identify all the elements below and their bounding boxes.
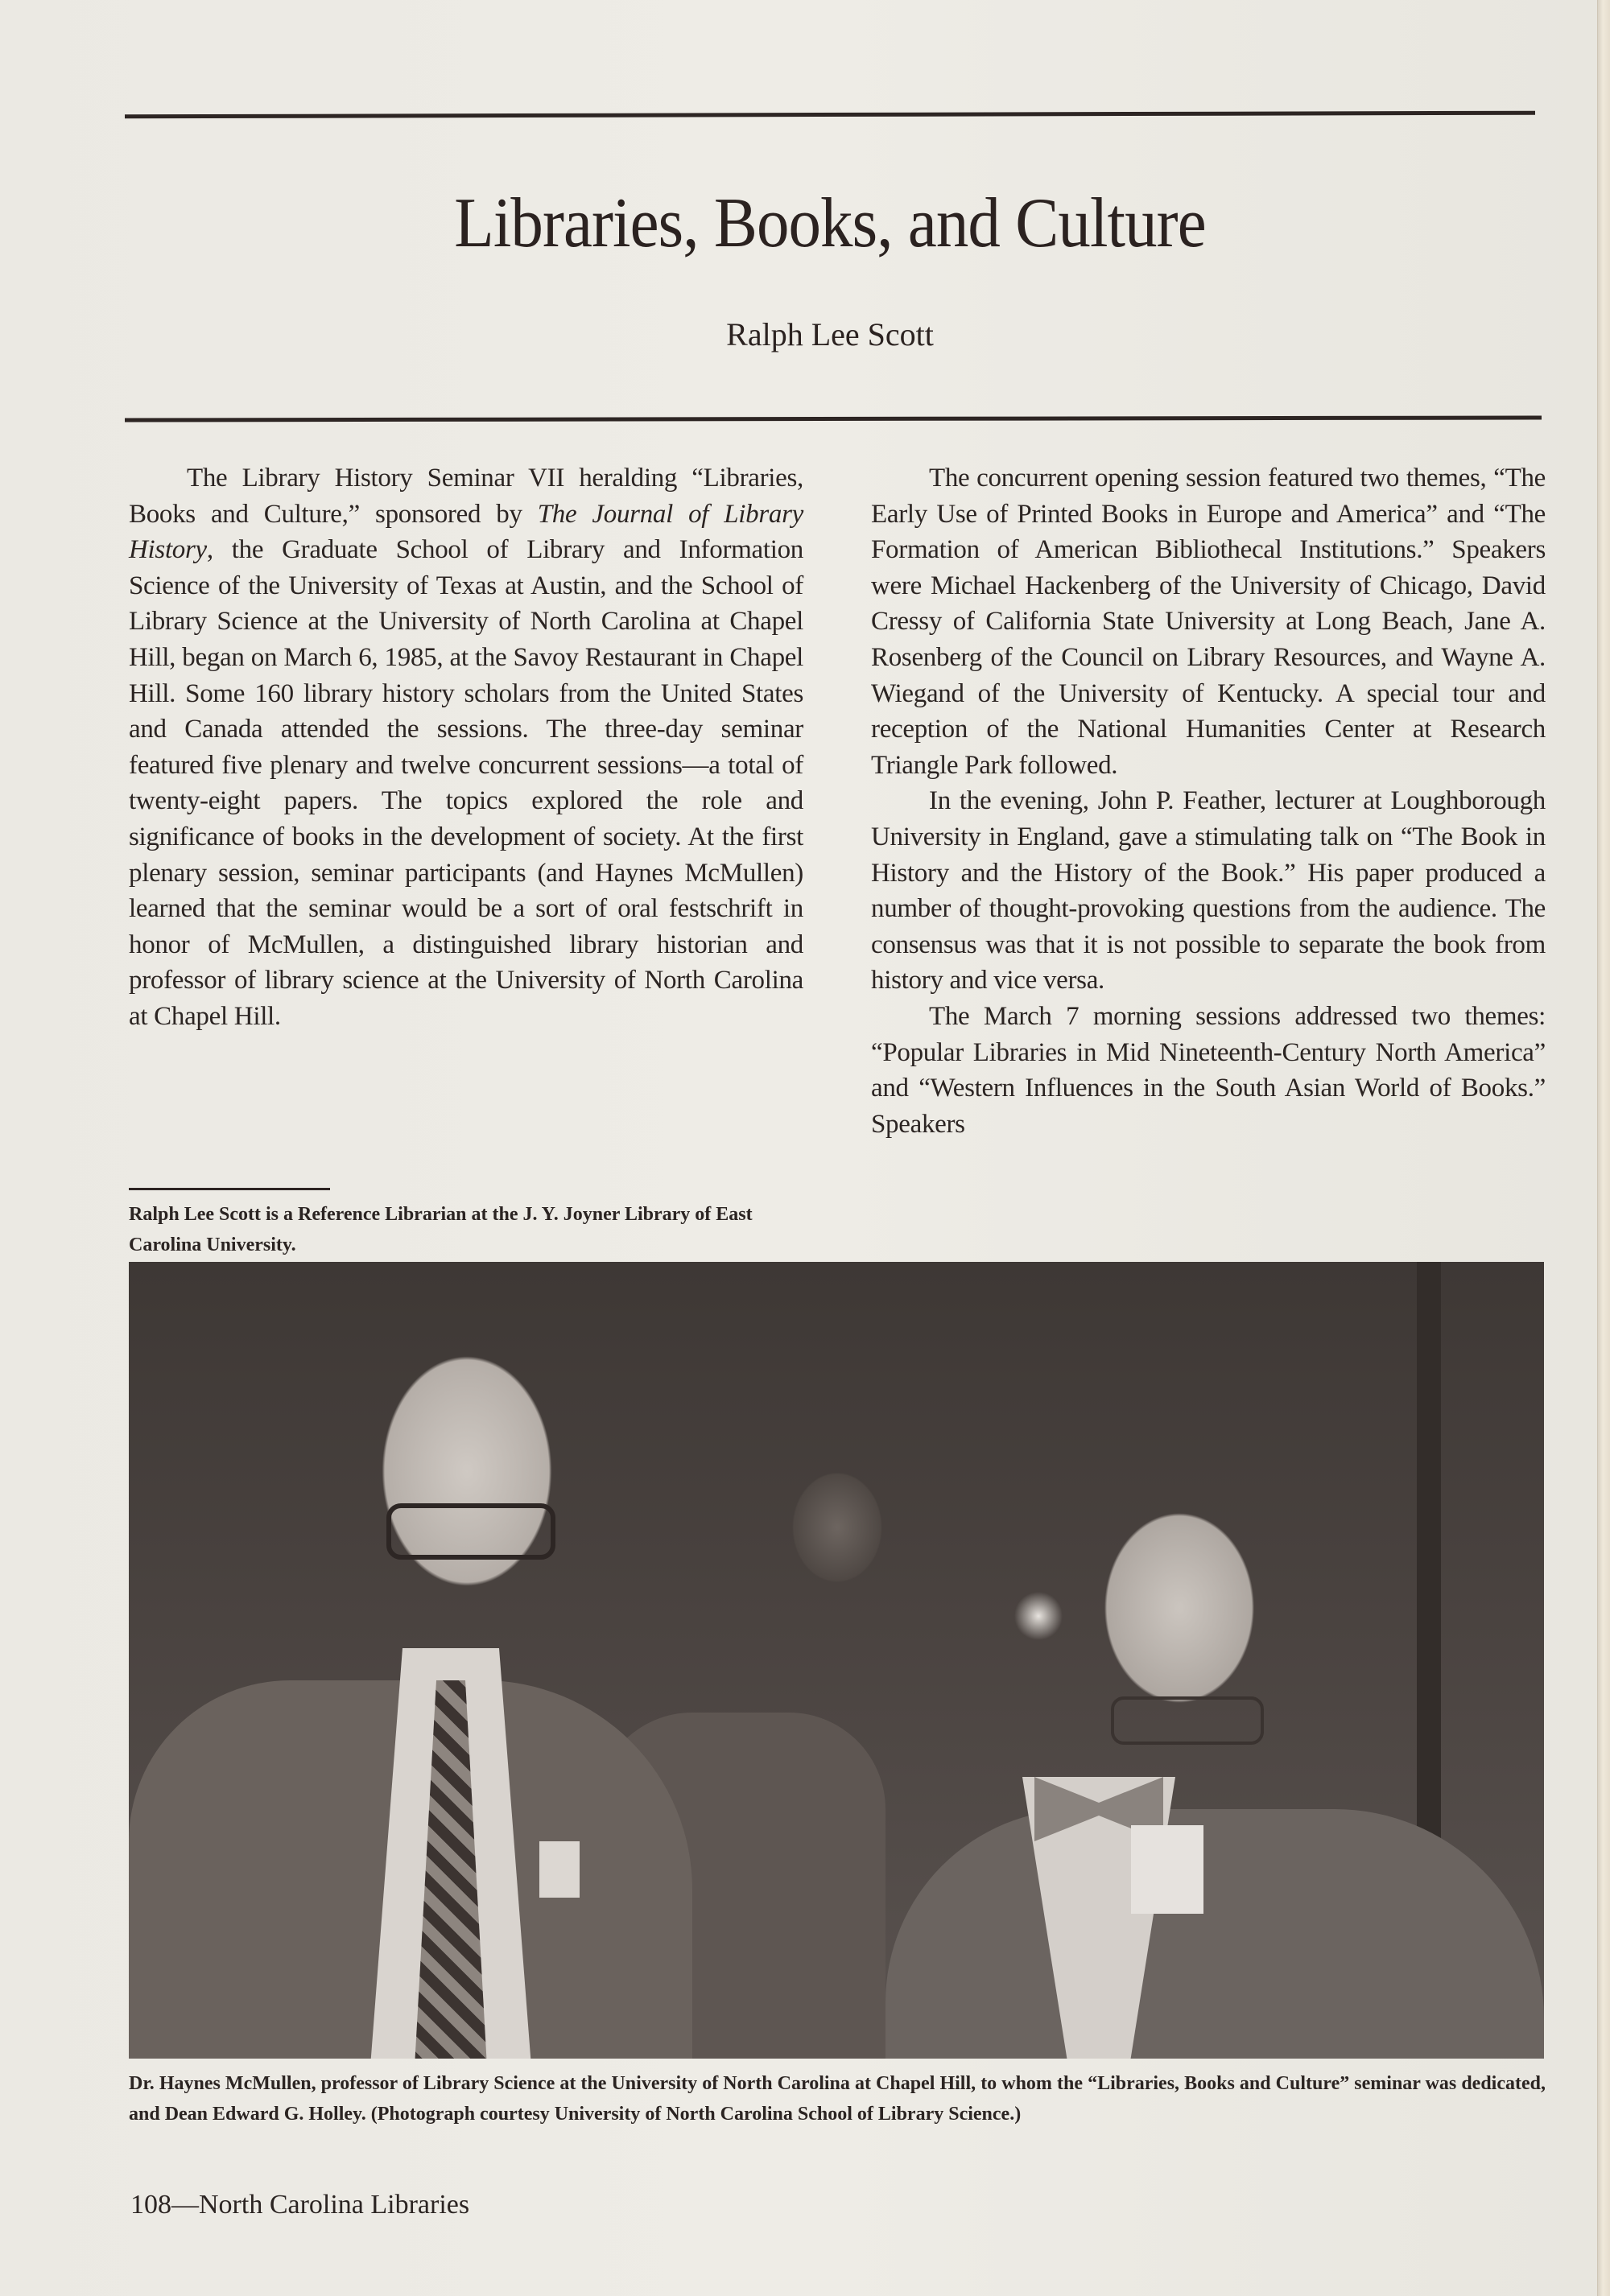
left-column bbox=[129, 460, 803, 1035]
paragraph-text: The Library History Seminar VII heralding “Libraries, Books and Culture,” sponsored by bbox=[129, 464, 803, 529]
author-byline: Ralph Lee Scott bbox=[726, 316, 934, 352]
page-edge bbox=[1597, 0, 1610, 2296]
journal-title: The Journal of Library History bbox=[129, 499, 803, 565]
paragraph-text: , the Graduate School of Library and Information Science of the University of Texas at Austin, and the School of Library Science at the University of North Carolina at Chapel Hill, began on March 6, 1985, at the Savoy Restaurant in Chapel Hill. Some 160 library history scholars from the United States and Canada attended the sessions. The three-day seminar featured five plenary and twelve concurrent sessions—a total of twenty-eight papers. The topics explored the role and significance of books in the development of society. At the first plenary session, seminar participants (and Haynes McMullen) learned that the seminar would be a sort of oral festschrift in honor of McMullen, a distinguished library historian and professor of library science at the University of North Carolina at Chapel Hill. bbox=[129, 535, 803, 1031]
body-paragraph: In the evening, John P. Feather, lecturer at Loughborough University in England, gave a stimulating talk on “The Book in History and the History of the Book.” His paper produced a number of thought-provoking questions from the audience. The consensus was that it is not possible to separate the book from history and vice versa. bbox=[871, 786, 1546, 995]
header-rule bbox=[125, 415, 1542, 422]
photo-glasses bbox=[1111, 1696, 1264, 1745]
top-rule bbox=[125, 111, 1535, 119]
right-column bbox=[871, 460, 1546, 1142]
photo-glasses bbox=[386, 1503, 555, 1560]
author-note: Ralph Lee Scott is a Reference Librarian at the J. Y. Joyner Library of East Carolina University. bbox=[129, 1204, 753, 1255]
photo-name-badge bbox=[539, 1841, 580, 1898]
article-title: Libraries, Books, and Culture bbox=[454, 184, 1206, 262]
photo-name-badge bbox=[1131, 1825, 1203, 1914]
body-paragraph bbox=[129, 460, 803, 1035]
photograph bbox=[129, 1262, 1544, 2059]
photo-right-man-suit bbox=[886, 1809, 1544, 2059]
footnote-rule bbox=[129, 1188, 330, 1190]
body-paragraph: The concurrent opening session featured two themes, “The Early Use of Printed Books in Europe and America” and “The Formation of American Bibliothecal Institutions.” Speakers were Michael Hackenberg of the University of Chicago, David Cressy of California State University at Long Beach, Jane A. Rosenberg of the Council on Library Resources, and Wayne A. Wiegand of the University of Kentucky. A special tour and reception of the National Humanities Center at Research Triangle Park followed. bbox=[871, 464, 1546, 780]
page-folio: 108—North Carolina Libraries bbox=[130, 2190, 470, 2220]
photo-caption: Dr. Haynes McMullen, professor of Library Science at the University of North Carolina at Chapel Hill, to whom the “Libraries, Books and Culture” seminar was dedicated, and Dean Edward G. Holley. (Photograph courtesy University of North Carolina School of Library Science.) bbox=[129, 2073, 1546, 2125]
body-paragraph: The March 7 morning sessions addressed two themes: “Popular Libraries in Mid Nineteenth-Century North America” and “Western Influences in the South Asian World of Books.” Speakers bbox=[871, 1001, 1546, 1139]
